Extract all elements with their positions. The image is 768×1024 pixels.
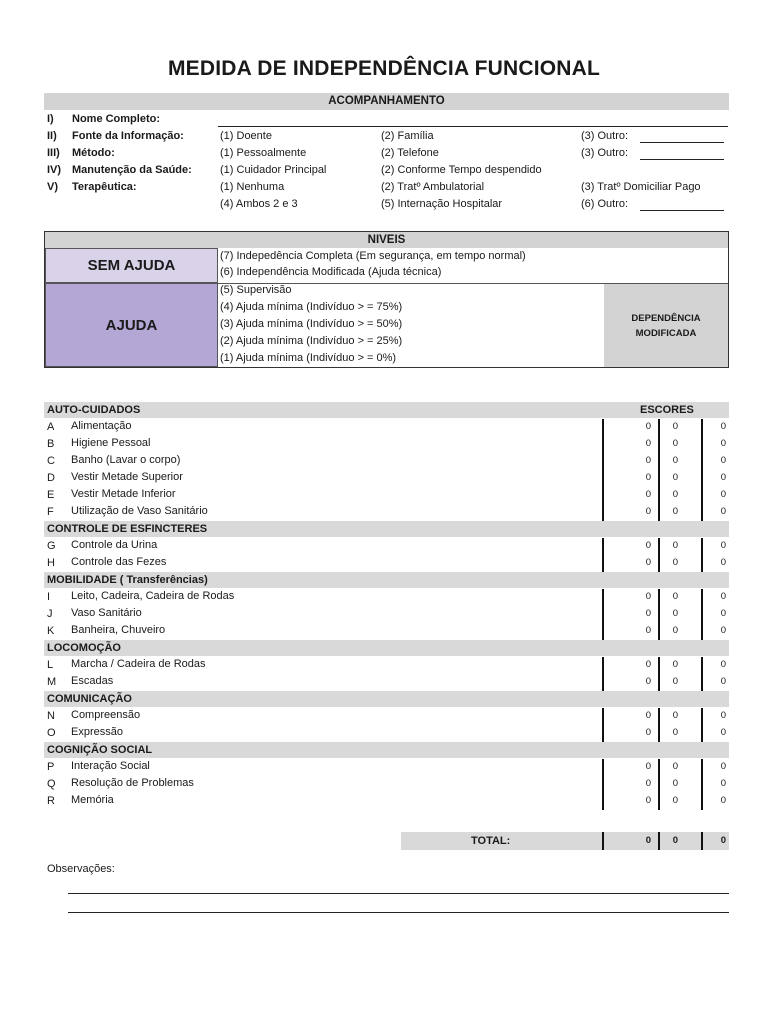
score-value: 0 [672, 472, 678, 483]
item-label: Leito, Cadeira, Cadeira de Rodas [71, 590, 235, 602]
score-value: 0 [645, 676, 651, 687]
acompanhamento-header: ACOMPANHAMENTO [44, 93, 729, 110]
section-header: AUTO-CUIDADOS [44, 402, 729, 418]
score-column-border [701, 759, 703, 810]
total-label: TOTAL: [471, 835, 511, 847]
option-label: (2) Tratº Ambulatorial [381, 181, 485, 193]
score-column-border [658, 419, 660, 521]
score-value: 0 [672, 608, 678, 619]
score-value: 0 [720, 778, 726, 789]
score-value: 0 [672, 557, 678, 568]
score-value: 0 [720, 676, 726, 687]
row-number: II) [47, 130, 57, 142]
score-value: 0 [720, 625, 726, 636]
score-value: 0 [645, 506, 651, 517]
row-number: III) [47, 147, 60, 159]
section-header: CONTROLE DE ESFINCTERES [44, 521, 729, 537]
score-column-border [701, 419, 703, 521]
score-value: 0 [645, 489, 651, 500]
score-value: 0 [720, 710, 726, 721]
score-value: 0 [672, 710, 678, 721]
score-value: 0 [672, 778, 678, 789]
score-value: 0 [645, 540, 651, 551]
page-title: MEDIDA DE INDEPENDÊNCIA FUNCIONAL [167, 57, 601, 80]
score-column-border [602, 538, 604, 572]
score-value: 0 [720, 727, 726, 738]
score-value: 0 [720, 557, 726, 568]
nivel-item: (4) Ajuda mínima (Indivíduo > = 75%) [220, 301, 403, 313]
score-value: 0 [645, 625, 651, 636]
item-label: Compreensão [71, 709, 141, 721]
score-value: 0 [720, 506, 726, 517]
option-label: (4) Ambos 2 e 3 [220, 198, 298, 210]
item-letter: D [47, 472, 55, 484]
item-label: Marcha / Cadeira de Rodas [71, 658, 206, 670]
option-label: (2) Família [381, 130, 434, 142]
score-value: 0 [645, 761, 651, 772]
score-value: 0 [645, 727, 651, 738]
score-value: 0 [720, 540, 726, 551]
score-column-border [701, 538, 703, 572]
score-value: 0 [720, 761, 726, 772]
score-column-border [701, 657, 703, 691]
total-value: 0 [720, 835, 726, 846]
observacoes-line-1 [68, 893, 729, 894]
option-label: (3) Outro: [581, 130, 629, 142]
score-column-border [658, 759, 660, 810]
total-value: 0 [672, 835, 678, 846]
score-column-border [602, 832, 604, 850]
score-column-border [602, 419, 604, 521]
item-label: Expressão [71, 726, 123, 738]
item-label: Higiene Pessoal [71, 437, 151, 449]
score-value: 0 [645, 472, 651, 483]
row-label: Nome Completo: [72, 113, 160, 125]
total-band [401, 832, 729, 850]
item-label: Controle da Urina [71, 539, 158, 551]
total-value: 0 [645, 835, 651, 846]
score-value: 0 [645, 438, 651, 449]
score-value: 0 [645, 455, 651, 466]
score-value: 0 [672, 540, 678, 551]
item-letter: N [47, 710, 55, 722]
nivel-item: (3) Ajuda mínima (Indivíduo > = 50%) [220, 318, 403, 330]
score-column-border [602, 759, 604, 810]
item-letter: L [47, 659, 54, 671]
item-label: Memória [71, 794, 114, 806]
nivel-item: (5) Supervisão [220, 284, 292, 296]
item-label: Vestir Metade Superior [71, 471, 183, 483]
outro-line [640, 159, 724, 160]
item-label: Resolução de Problemas [71, 777, 194, 789]
score-value: 0 [672, 761, 678, 772]
score-column-border [701, 708, 703, 742]
row-number: I) [47, 113, 54, 125]
item-letter: C [47, 455, 55, 467]
nivel-item: (7) Indepedência Completa (Em segurança, em tempo normal) [220, 250, 526, 262]
item-label: Controle das Fezes [71, 556, 167, 568]
item-letter: G [47, 540, 56, 552]
item-label: Escadas [71, 675, 114, 687]
nivel-item: (6) Independência Modificada (Ajuda técnica) [220, 266, 442, 278]
observacoes-line-2 [68, 912, 729, 913]
item-letter: M [47, 676, 57, 688]
item-label: Utilização de Vaso Sanitário [71, 505, 208, 517]
score-value: 0 [672, 659, 678, 670]
item-letter: B [47, 438, 55, 450]
score-value: 0 [645, 557, 651, 568]
score-column-border [658, 538, 660, 572]
score-value: 0 [720, 421, 726, 432]
score-value: 0 [645, 591, 651, 602]
item-letter: F [47, 506, 54, 518]
option-label: (1) Doente [220, 130, 272, 142]
option-label: (3) Tratº Domiciliar Pago [581, 181, 701, 193]
score-value: 0 [672, 676, 678, 687]
option-label: (3) Outro: [581, 147, 629, 159]
score-value: 0 [672, 421, 678, 432]
score-column-border [658, 589, 660, 640]
score-value: 0 [672, 625, 678, 636]
item-letter: A [47, 421, 55, 433]
score-value: 0 [720, 472, 726, 483]
score-value: 0 [645, 778, 651, 789]
nivel-item: (2) Ajuda mínima (Indivíduo > = 25%) [220, 335, 403, 347]
score-value: 0 [672, 727, 678, 738]
score-value: 0 [672, 455, 678, 466]
niveis-header: NIVEIS [45, 232, 728, 248]
score-value: 0 [672, 795, 678, 806]
score-value: 0 [645, 710, 651, 721]
score-value: 0 [672, 489, 678, 500]
dep-line-2: MODIFICADA [635, 327, 697, 339]
score-value: 0 [645, 608, 651, 619]
row-number: V) [47, 181, 58, 193]
option-label: (2) Conforme Tempo despendido [381, 164, 542, 176]
row-label: Método: [72, 147, 115, 159]
score-value: 0 [720, 591, 726, 602]
score-column-border [701, 832, 703, 850]
item-label: Interação Social [71, 760, 150, 772]
section-header: LOCOMOÇÃO [44, 640, 729, 656]
row-label: Fonte da Informação: [72, 130, 184, 142]
item-letter: H [47, 557, 55, 569]
dependencia-modificada-box [604, 284, 728, 367]
ajuda-label: AJUDA [45, 283, 218, 367]
score-value: 0 [720, 608, 726, 619]
item-label: Vestir Metade Inferior [71, 488, 176, 500]
item-letter: R [47, 795, 55, 807]
row-label: Terapêutica: [72, 181, 137, 193]
item-letter: J [47, 608, 53, 620]
item-letter: Q [47, 778, 56, 790]
score-value: 0 [720, 489, 726, 500]
section-header: COGNIÇÃO SOCIAL [44, 742, 729, 758]
outro-line [640, 142, 724, 143]
option-label: (6) Outro: [581, 198, 629, 210]
score-value: 0 [672, 591, 678, 602]
item-label: Alimentação [71, 420, 132, 432]
item-label: Banheira, Chuveiro [71, 624, 166, 636]
sem-ajuda-label: SEM AJUDA [45, 248, 218, 283]
row-label: Manutenção da Saúde: [72, 164, 192, 176]
item-label: Vaso Sanitário [71, 607, 142, 619]
outro-line [640, 210, 724, 211]
score-value: 0 [645, 421, 651, 432]
section-header: MOBILIDADE ( Transferências) [44, 572, 729, 588]
score-column-border [658, 832, 660, 850]
score-value: 0 [645, 659, 651, 670]
section-header: COMUNICAÇÃO [44, 691, 729, 707]
dep-line-1: DEPENDÊNCIA [631, 312, 701, 324]
score-column-border [658, 657, 660, 691]
score-value: 0 [672, 506, 678, 517]
item-letter: P [47, 761, 55, 773]
score-value: 0 [720, 795, 726, 806]
observacoes-label: Observações: [47, 863, 115, 875]
item-letter: I [47, 591, 51, 603]
nivel-item: (1) Ajuda mínima (Indivíduo > = 0%) [220, 352, 397, 364]
option-label: (1) Cuidador Principal [220, 164, 327, 176]
option-label: (2) Telefone [381, 147, 439, 159]
score-column-border [658, 708, 660, 742]
score-value: 0 [645, 795, 651, 806]
item-label: Banho (Lavar o corpo) [71, 454, 181, 466]
score-column-border [602, 708, 604, 742]
option-label: (1) Pessoalmente [220, 147, 307, 159]
scores-header: ESCORES [640, 404, 694, 416]
score-value: 0 [720, 438, 726, 449]
score-value: 0 [720, 659, 726, 670]
score-column-border [602, 657, 604, 691]
item-letter: O [47, 727, 56, 739]
item-letter: E [47, 489, 55, 501]
option-label: (5) Internação Hospitalar [381, 198, 503, 210]
score-column-border [701, 589, 703, 640]
score-value: 0 [720, 455, 726, 466]
nome-line [218, 126, 728, 127]
row-number: IV) [47, 164, 62, 176]
option-label: (1) Nenhuma [220, 181, 285, 193]
score-column-border [602, 589, 604, 640]
item-letter: K [47, 625, 55, 637]
score-value: 0 [672, 438, 678, 449]
